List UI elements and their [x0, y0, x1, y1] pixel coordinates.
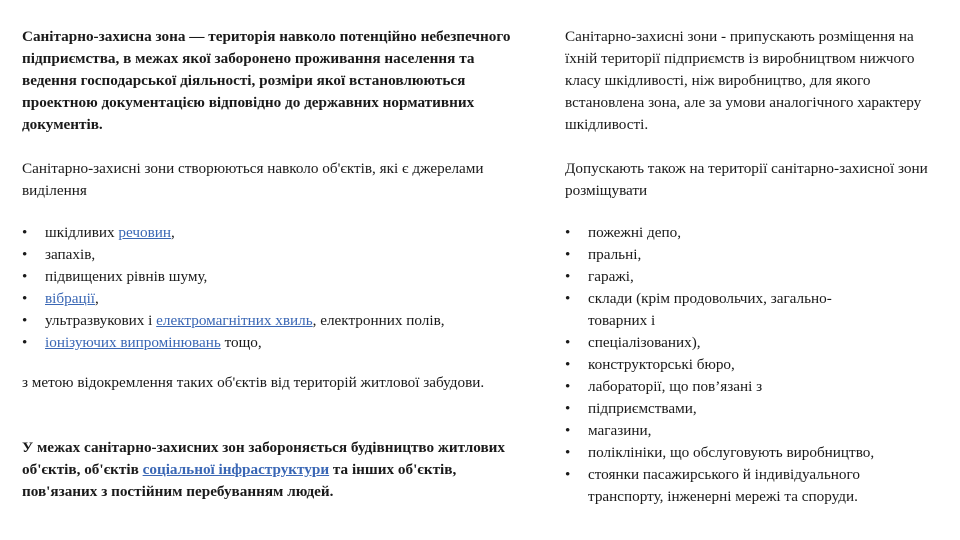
source-item-link[interactable]: електромагнітних хвиль: [156, 312, 313, 329]
source-item-text: ультразвукових і: [45, 312, 157, 329]
source-item-text: , електронних полів,: [312, 312, 445, 329]
allowed-item: • гаражі,: [565, 266, 945, 288]
allowed-item: • спеціалізованих),: [565, 332, 945, 354]
allowed-item: • магазини,: [565, 420, 945, 442]
social-infrastructure-link[interactable]: соціальної інфраструктури: [142, 461, 330, 478]
allowed-item: • склади (крім продовольчих, загально-: [565, 288, 945, 310]
source-item-link[interactable]: речовин: [118, 224, 172, 241]
source-item-link[interactable]: вібрації: [45, 290, 96, 307]
prohibition-text-post: та інших об'єктів, пов'язаних з постійним перебуванням людей.: [22, 461, 457, 500]
allowed-item: • конструкторські бюро,: [565, 354, 945, 376]
sources-list: [22, 222, 527, 354]
source-item: [22, 332, 527, 354]
allowed-item: товарних і: [588, 312, 656, 329]
source-item: [22, 266, 527, 288]
source-item: [22, 288, 527, 310]
allowed-list: [565, 222, 945, 508]
purpose-paragraph: з метою відокремлення таких об'єктів від територій житлової забудови.: [22, 374, 485, 391]
source-item-text: шкідливих: [45, 224, 119, 241]
allowed-item: транспорту, інженерні мережі та споруди.: [588, 488, 858, 505]
allowed-item: • підприємствами,: [565, 398, 945, 420]
allowed-item: • пожежні депо,: [565, 222, 945, 244]
sources-intro: Санітарно-захисні зони створюються навколо об'єктів, які є джерелами виділення: [22, 160, 484, 199]
source-item-text: тощо,: [220, 334, 262, 351]
allowed-item: • стоянки пасажирського й індивідуального: [565, 464, 945, 486]
prohibition-text-pre: У межах санітарно-захисних зон забороняється будівництво житлових об'єктів, об'єктів: [22, 439, 506, 478]
definition-paragraph: Санітарно-захисна зона — територія навколо потенційно небезпечного підприємства, в межах якої заборонено проживання населення та ведення господарської діяльності, розміри якої встановлюються проектною документацією відповідно до державних нормативних документів.: [22, 28, 511, 133]
also-allowed-intro: Допускають також на території санітарно-захисної зони розміщувати: [565, 160, 928, 199]
allowed-item: • лабораторії, що пов’язані з: [565, 376, 945, 398]
allowed-paragraph: Санітарно-захисні зони - припускають розміщення на їхній території підприємств із виробництвом нижчого класу шкідливості, ніж виробництво, для якого встановлена зона, але за умови аналогічного характеру шкідливості.: [565, 28, 922, 133]
source-item: [22, 222, 527, 244]
allowed-item: • поліклініки, що обслуговують виробництво,: [565, 442, 945, 464]
allowed-item: • пральні,: [565, 244, 945, 266]
prohibition-paragraph: [22, 437, 527, 503]
source-item: [22, 310, 527, 332]
source-item-text: підвищених рівнів шуму,: [45, 268, 208, 285]
source-item-text: запахів,: [45, 246, 96, 263]
source-item-text: ,: [171, 224, 175, 241]
source-item-link[interactable]: іонізуючих випромінювань: [45, 334, 221, 351]
source-item-text: ,: [95, 290, 99, 307]
source-item: [22, 244, 527, 266]
